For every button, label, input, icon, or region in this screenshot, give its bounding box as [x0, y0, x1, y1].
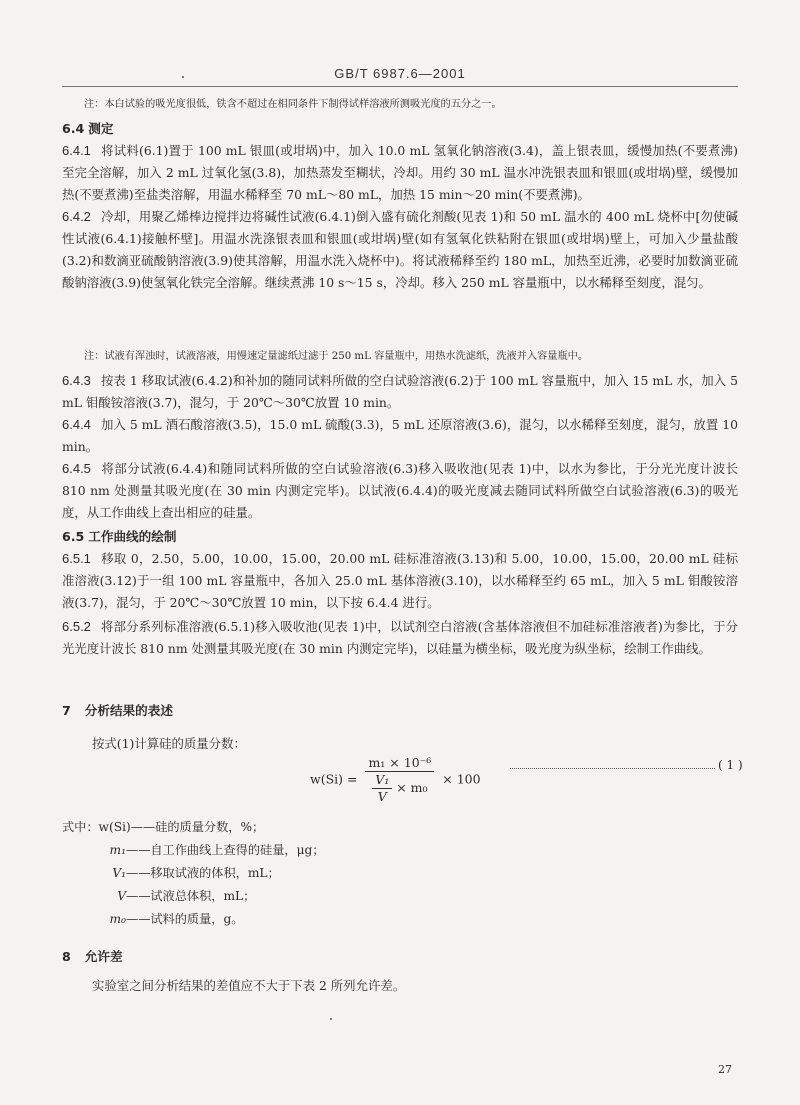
- header-rule: [62, 86, 738, 87]
- formula-lhs: w(Si) =: [310, 771, 358, 787]
- section-6-4: [62, 118, 738, 140]
- section-7: [62, 700, 738, 722]
- para-6-5-1: [62, 548, 738, 614]
- para-text: 冷却，用聚乙烯棒边搅拌边将碱性试液(6.4.1)倒入盛有硫化剂酸(见表 1)和 50 mL 温水的 400 mL 烧杯中[勿使碱性试液(6.4.1)接触杯壁]。用温水洗涤银表皿和银皿(或坩埚)壁(如有氢氧化铁粘附在银皿(或坩埚)壁上，可加入少量盐酸(3.2)和数滴亚硫酸钠溶液(3.9)使其溶解，用温水洗入烧杯中)。将试液稀释至约 180 mL，加热至近沸，必要时加数滴亚硫酸钠溶液(3.9)使氢氧化铁完全溶解。继续煮沸 10 s～15 s，冷却。移入 250 mL 容量瓶中，以水稀释至刻度，混匀。: [62, 209, 738, 290]
- standard-code-header: GB/T 6987.6—2001: [334, 66, 466, 81]
- definition-row: 式中：w(Si)——硅的质量分数，%；: [62, 820, 265, 834]
- para-8-text: 实验室之间分析结果的差值应不大于下表 2 所列允许差。: [92, 978, 406, 993]
- definition-row: m₀——试料的质量，g。: [109, 912, 244, 926]
- para-6-4-2: [62, 206, 738, 294]
- para-6-5-2: [62, 616, 738, 660]
- section-number: 7: [62, 703, 71, 718]
- volume-ratio-top: V₁: [372, 772, 392, 789]
- para-text: 加入 5 mL 酒石酸溶液(3.5)，15.0 mL 硫酸(3.3)，5 mL 还原溶液(3.6)，混匀，以水稀释至刻度，混匀，放置 10 min。: [62, 417, 738, 454]
- para-text: 按表 1 移取试液(6.4.2)和补加的随同试料所做的空白试验溶液(6.2)于 100 mL 容量瓶中，加入 15 mL 水，加入 5 mL 钼酸铵溶液(3.7)，混匀，于 20℃～30℃放置 10 min。: [62, 373, 738, 410]
- para-text: 将部分试液(6.4.4)和随同试料所做的空白试验溶液(6.3)移入吸收池(见表 1)中，以水为参比，于分光光度计波长 810 nm 处测量其吸光度(在 30 min 内测定完毕)。以试液(6.4.4)的吸光度减去随同试料所做空白试验溶液(6.3)的吸光度，从工作曲线上查出相应的硅量。: [62, 461, 738, 520]
- para-number: 6.4.1: [62, 143, 91, 158]
- formula-numerator: m₁ × 10⁻⁶: [365, 755, 434, 772]
- section-number: 6.4: [62, 121, 85, 136]
- definition-row: m₁——自工作曲线上查得的硅量，μg；: [109, 843, 325, 857]
- para-6-4-3: [62, 370, 738, 414]
- section-number: 8: [62, 949, 71, 964]
- para-text: 将试料(6.1)置于 100 mL 银皿(或坩埚)中，加入 10.0 mL 氢氧化钠溶液(3.4)，盖上银表皿，缓慢加热(不要煮沸)至完全溶解，加入 2 mL 过氧化氢(3.8)，加热蒸发至糊状，冷却。用约 30 mL 温水冲洗银表皿和银皿(或坩埚)壁，缓慢加热(不要煮沸)至盐类溶解，用温水稀释至 70 mL～80 mL，加热 15 min～20 min(不要煮沸)。: [62, 143, 738, 202]
- equation-leader-dots: [510, 768, 715, 769]
- para-6-4-5: [62, 458, 738, 524]
- note-text: 注：试液有浑浊时，试液溶液，用慢速定量滤纸过滤于 250 mL 容量瓶中，用热水洗滤纸，洗液并入容量瓶中。: [84, 351, 589, 362]
- para-number: 6.4.2: [62, 209, 91, 224]
- volume-ratio-bottom: V: [377, 789, 387, 804]
- definition-row: V——试液总体积，mL；: [117, 889, 256, 903]
- section-8: [62, 946, 738, 968]
- para-number: 6.4.3: [62, 373, 91, 388]
- para-text: 移取 0，2.50，5.00，10.00，15.00，20.00 mL 硅标准溶液(3.13)和 5.00，10.00，15.00，20.00 mL 硅标准溶液(3.12)于一组 100 mL 容量瓶中，各加入 25.0 mL 基体溶液(3.10)，以水稀释至约 65 mL，加入 5 mL 钼酸铵溶液(3.7)，混匀，于 20℃～30℃放置 10 min，以下按 6.4.4 进行。: [62, 551, 738, 610]
- formula-fraction: [365, 755, 434, 805]
- section-title: 工作曲线的绘制: [88, 529, 177, 544]
- note-top-text: 注：本白试验的吸光度很低，铁含不超过在相同条件下制得试样溶液所测吸光度的五分之一。: [84, 99, 502, 110]
- calc-intro: [92, 733, 768, 755]
- note-top: [62, 96, 738, 114]
- section-title: 分析结果的表述: [84, 703, 173, 718]
- scan-speck: [330, 1018, 332, 1020]
- definition-row: V₁——移取试液的体积，mL；: [112, 866, 280, 880]
- calc-intro-text: 按式(1)计算硅的质量分数：: [92, 736, 246, 751]
- para-number: 6.4.5: [62, 461, 91, 476]
- formula-denominator: [365, 772, 434, 805]
- volume-ratio: [372, 772, 392, 805]
- para-number: 6.5.2: [62, 619, 91, 634]
- section-6-5: [62, 526, 738, 548]
- section-number: 6.5: [62, 529, 85, 544]
- note-6-4-2: [62, 348, 738, 366]
- para-8: [92, 975, 768, 997]
- symbol-definitions: [62, 816, 562, 931]
- equation-number: ( 1 ): [718, 758, 743, 772]
- formula-1: [310, 755, 481, 805]
- formula-tail: × 100: [442, 771, 481, 787]
- para-6-4-1: [62, 140, 738, 206]
- section-title: 允许差: [84, 949, 123, 964]
- scan-speck: [182, 76, 184, 78]
- section-title: 测定: [88, 121, 114, 136]
- para-6-4-4: [62, 414, 738, 458]
- page-number: 27: [718, 1063, 732, 1076]
- para-text: 将部分系列标准溶液(6.5.1)移入吸收池(见表 1)中，以试剂空白溶液(含基体溶液但不加硅标准溶液者)为参比，于分光光度计波长 810 nm 处测量其吸光度(在 30 min 内测定完毕)，以硅量为横坐标，吸光度为纵坐标，绘制工作曲线。: [62, 619, 738, 656]
- para-number: 6.4.4: [62, 417, 91, 432]
- denominator-mass: × m₀: [396, 780, 428, 795]
- para-number: 6.5.1: [62, 551, 91, 566]
